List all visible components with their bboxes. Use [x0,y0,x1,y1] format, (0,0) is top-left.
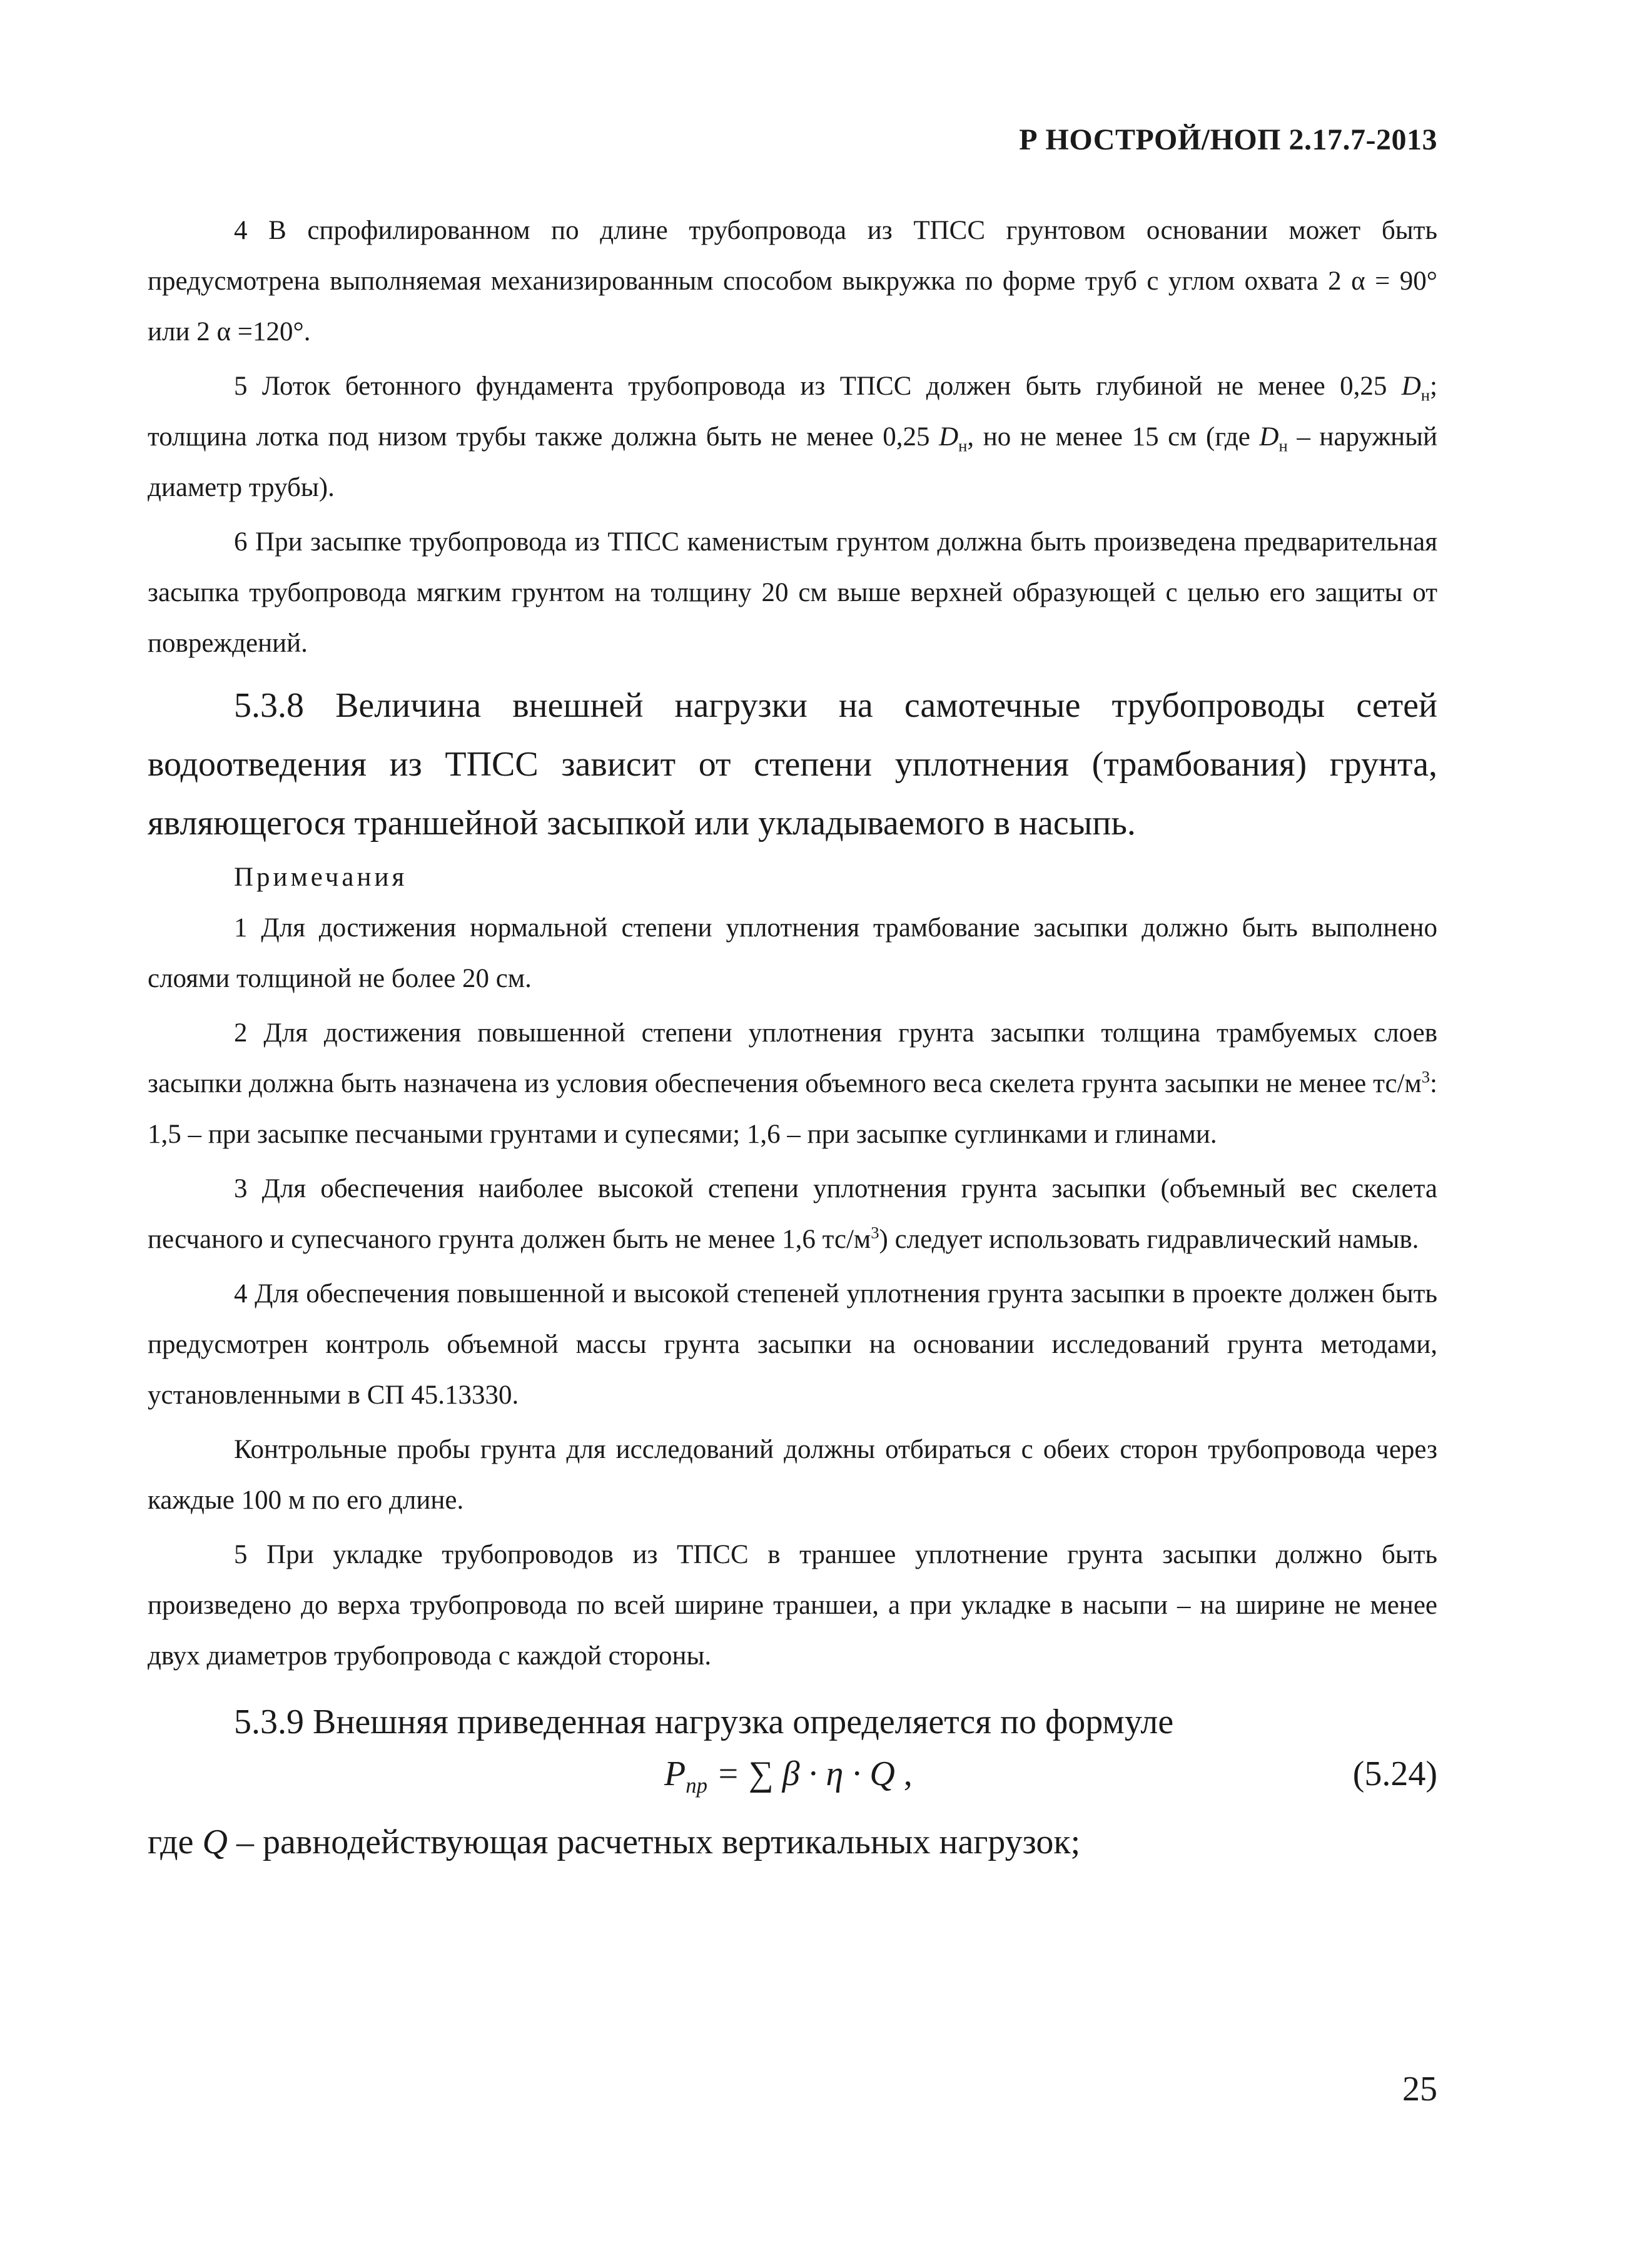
paragraph-5 [148,361,1437,513]
where-text: – равнодействующая расчетных вертикальных нагрузок; [227,1823,1081,1861]
d-symbol: D [1401,372,1421,401]
paragraph-5-part-b: ; толщина лотка под низом трубы также должна быть не менее 0,25 [148,372,1437,452]
d-subscript: н [1420,385,1430,405]
formula-lhs-subscript: пр [686,1773,707,1798]
section-5-3-9: 5.3.9 Внешняя приведенная нагрузка определяется по формуле [234,1703,1174,1741]
formula-lhs: P [664,1754,686,1793]
paragraph-6: 6 При засыпке трубопровода из ТПСС каменистым грунтом должна быть произведена предварительная засыпка трубопровода мягким грунтом на толщину 20 см выше верхней образующей с целью его защиты от повреждений. [148,527,1437,658]
paragraph-4: 4 В спрофилированном по длине трубопровода из ТПСС грунтовом основании может быть предусмотрена выполняемая механизированным способом выкружка по форме труб с углом охвата 2 α = 90° или 2 α =120°. [148,216,1437,347]
note-3-part-b: ) следует использовать гидравлический намыв. [879,1225,1419,1254]
note-2 [148,1008,1437,1160]
where-symbol: Q [202,1823,228,1861]
note-4-continuation: Контрольные пробы грунта для исследований должны отбираться с обеих сторон трубопровода через каждые 100 м по его длине. [148,1435,1437,1515]
d-symbol: D [1259,422,1279,452]
d-subscript: н [958,436,968,455]
where-prefix: где [148,1823,203,1861]
notes-heading: Примечания [234,863,408,892]
document-code-header: Р НОСТРОЙ/НОП 2.17.7-2013 [1019,123,1437,156]
formula-number: (5.24) [1352,1754,1437,1793]
note-2-part-a: 2 Для достижения повышенной степени уплотнения грунта засыпки толщина трамбуемых слоев засыпки должна быть назначена из условия обеспечения объемного веса скелета грунта засыпки не менее тс/м [148,1018,1437,1098]
paragraph-5-part-c: , но не менее 15 см (где [967,422,1260,452]
section-5-3-8: 5.3.8 Величина внешней нагрузки на самотечные трубопроводы сетей водоотведения из ТПСС зависит от степени уплотнения (трамбования) грунта, являющегося траншейной засыпкой или укладываемого в насыпь. [148,686,1437,843]
paragraph-5-part-d: – наружный диаметр трубы). [148,422,1437,502]
formula-tail: , [894,1754,913,1793]
formula-expression [664,1754,913,1798]
paragraph-5-part-a: 5 Лоток бетонного фундамента трубопровода из ТПСС должен быть глубиной не менее 0,25 [234,372,1402,401]
where-clause [148,1814,1437,1870]
note-2-part-b: : 1,5 – при засыпке песчаными грунтами и супесями; 1,6 – при засыпке суглинками и глинами. [148,1069,1437,1149]
d-subscript: н [1278,436,1288,455]
d-symbol: D [939,422,959,452]
superscript-3: 3 [1421,1067,1430,1086]
note-3-part-a: 3 Для обеспечения наиболее высокой степени уплотнения грунта засыпки (объемный вес скелета песчаного и супесчаного грунта должен быть не менее 1,6 тс/м [148,1174,1437,1254]
note-1: 1 Для достижения нормальной степени уплотнения трамбование засыпки должно быть выполнено слоями толщиной не более 20 см. [148,913,1437,993]
note-5: 5 При укладке трубопроводов из ТПСС в траншее уплотнение грунта засыпки должно быть произведено до верха трубопровода по всей ширине траншеи, а при укладке в насыпи – на ширине не менее двух диаметров трубопровода с каждой стороны. [148,1540,1437,1671]
superscript-3: 3 [871,1223,879,1242]
formula-5-24 [148,1751,1437,1814]
page-number: 25 [1402,2070,1437,2109]
page-body [148,205,1437,1870]
note-3 [148,1163,1437,1265]
note-4: 4 Для обеспечения повышенной и высокой степеней уплотнения грунта засыпки в проекте должен быть предусмотрен контроль объемной массы грунта засыпки на основании исследований грунта методами, установленными в СП 45.13330. [148,1279,1437,1410]
formula-rhs: = ∑ β · η · Q [707,1754,895,1793]
